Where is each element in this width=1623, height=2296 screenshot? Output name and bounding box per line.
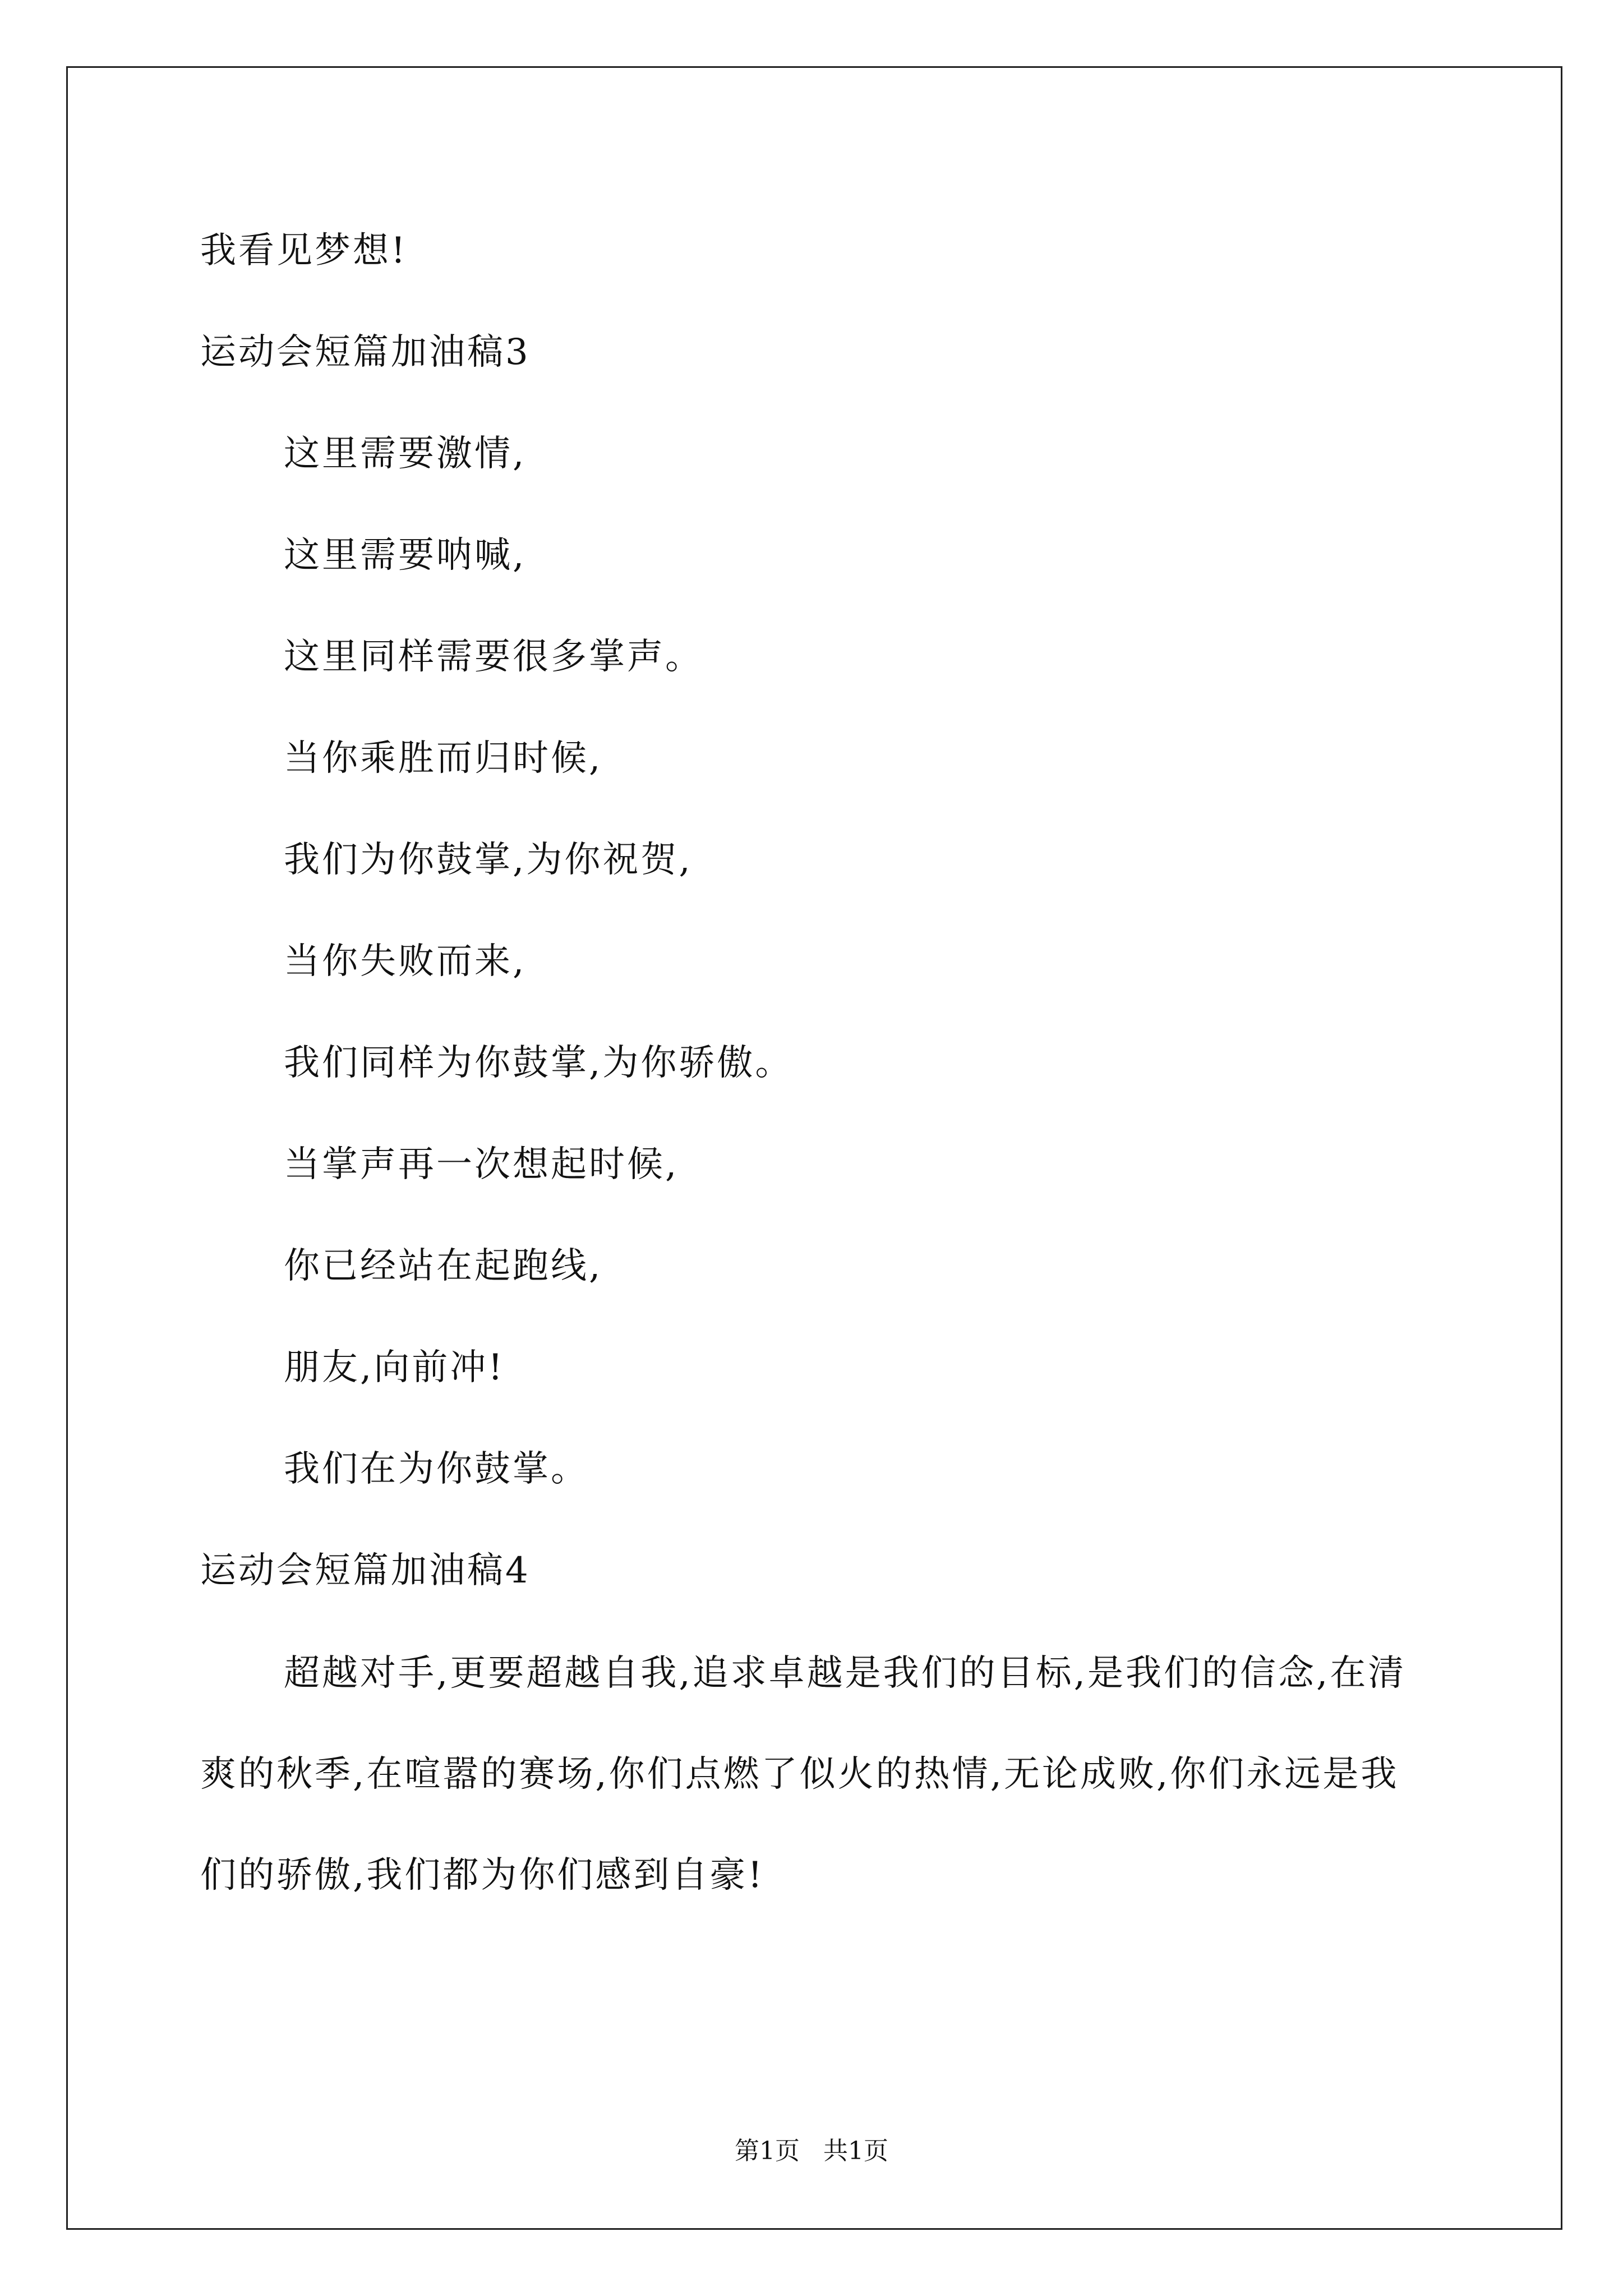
text-line: 当你乘胜而归时候,	[284, 738, 603, 779]
text-line: 我们在为你鼓掌。	[284, 1448, 589, 1490]
text-line: 这里同样需要很多掌声。	[284, 636, 703, 678]
text-line: 这里需要呐喊,	[284, 535, 527, 576]
page-footer: 第1页 共1页	[735, 2137, 888, 2165]
text-line: 当掌声再一次想起时候,	[284, 1144, 679, 1185]
text-line: 这里需要激情,	[284, 433, 527, 475]
section-heading-3: 运动会短篇加油稿3	[200, 332, 531, 373]
text-line: 我们同样为你鼓掌,为你骄傲。	[284, 1042, 794, 1084]
text-line: 我们为你鼓掌,为你祝贺,	[284, 839, 693, 881]
body-paragraph: 超越对手,更要超越自我,追求卓越是我们的目标,是我们的信念,在清爽的秋季,在喧嚣的赛场,你们点燃了似火的热情,无论成败,你们永远是我们的骄傲,我们都为你们感到自豪!	[200, 1653, 1407, 1896]
text-line-dream: 我看见梦想!	[200, 230, 408, 272]
text-line: 当你失败而来,	[284, 941, 527, 982]
section-heading-4: 运动会短篇加油稿4	[200, 1550, 531, 1591]
text-line: 你已经站在起跑线,	[284, 1245, 603, 1287]
text-line: 朋友,向前冲!	[284, 1347, 505, 1388]
